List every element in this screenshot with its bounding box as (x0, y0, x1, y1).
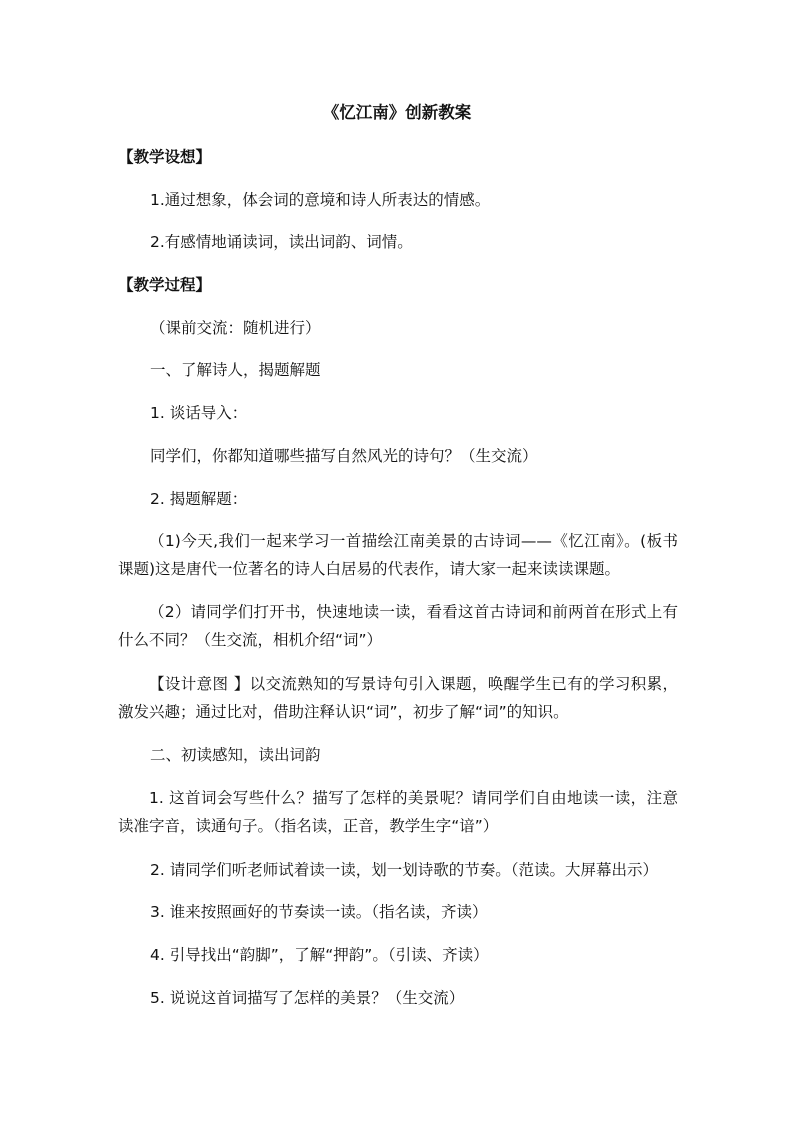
part-2-step-2: 2. 请同学们听老师试着读一读，划一划诗歌的节奏。（范读。大屏幕出示） (150, 861, 658, 879)
part-2-step-1: 1. 这首词会写些什么？描写了怎样的美景呢？请同学们自由地读一读，注意读准字音，读通句子。（指名读，正音，教学生字“谙”） (118, 789, 678, 835)
part-1-step-1-text: 同学们，你都知道哪些描写自然风光的诗句？（生交流） (150, 447, 538, 465)
part-1-step-2-paragraph-a: （1)今天,我们一起来学习一首描绘江南美景的古诗词——《忆江南》。(板书课题)这是唐代一位著名的诗人白居易的代表作，请大家一起来读读课题。 (118, 532, 678, 578)
design-intent-paragraph: 【设计意图 】以交流熟知的写景诗句引入课题，唤醒学生已有的学习积累，激发兴趣；通过比对，借助注释认识“词”，初步了解“词”的知识。 (118, 675, 678, 721)
part-2-heading: 二、初读感知，读出词韵 (150, 746, 321, 764)
part-1-heading: 一、了解诗人，揭题解题 (150, 361, 321, 379)
document-title: 《忆江南》创新教案 (322, 103, 472, 122)
idea-item-2: 2.有感情地诵读词，读出词韵、词情。 (150, 233, 413, 251)
section-heading-teaching-idea: 【教学设想】 (118, 148, 212, 166)
part-1-step-1: 1. 谈话导入： (150, 404, 248, 422)
section-heading-teaching-process: 【教学过程】 (118, 276, 212, 294)
part-2-step-5: 5. 说说这首词描写了怎样的美景？（生交流） (150, 989, 465, 1007)
pre-class-note: （课前交流：随机进行） (150, 319, 321, 337)
part-2-step-3: 3. 谁来按照画好的节奏读一读。（指名读，齐读） (150, 903, 488, 921)
part-1-step-2: 2. 揭题解题： (150, 490, 248, 508)
idea-item-1: 1.通过想象，体会词的意境和诗人所表达的情感。 (150, 191, 491, 209)
part-2-step-4: 4. 引导找出“韵脚”，了解“押韵”。（引读、齐读） (150, 946, 489, 964)
part-1-step-2-paragraph-b: （2）请同学们打开书，快速地读一读，看看这首古诗词和前两首在形式上有什么不同？（生交流，相机介绍“词”） (118, 603, 678, 649)
